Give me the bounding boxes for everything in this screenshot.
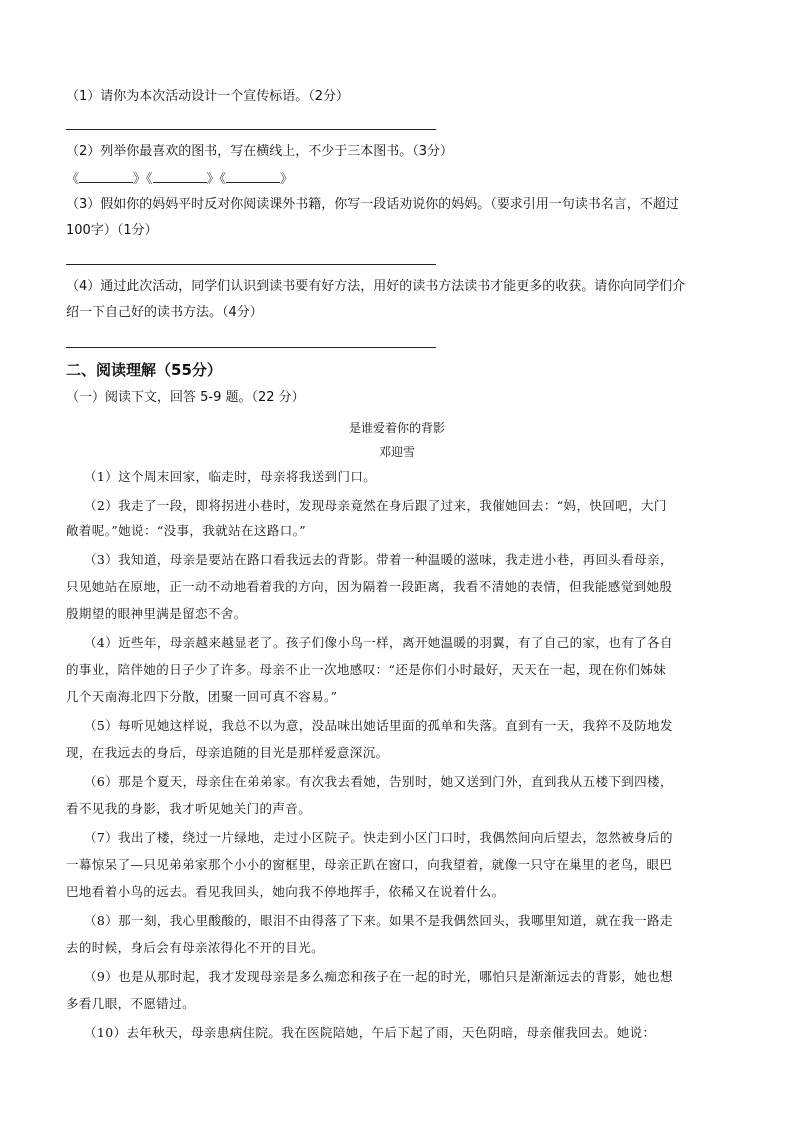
article-line: （3）我知道，母亲是要站在路口看我远去的背影。带着一种温暖的滋味，我走进小巷，再回头看母亲， — [84, 552, 673, 567]
article-line: 多看几眼，不愿错过。 — [66, 996, 196, 1011]
section-subheading: （一）阅读下文，回答 5-9 题。（22 分） — [66, 390, 305, 405]
question-3-line-1: （3）假如你的妈妈平时反对你阅读课外书籍，你写一段话劝说你的妈妈。（要求引用一句读书名言，不超过 — [66, 197, 679, 212]
bracket-open: 《 — [66, 172, 80, 187]
article-line: 一幕惊呆了—只见弟弟家那个小小的窗框里，母亲正趴在窗口，向我望着，就像一只守在巢里的老鸟，眼巴 — [66, 857, 673, 872]
bracket-mid-2: 》《 — [206, 172, 227, 187]
question-4-line-1: （4）通过此次活动，同学们认识到读书要有好方法，用好的读书方法读书才能更多的收获。请你向同学们介 — [66, 279, 686, 294]
article-line: （7）我出了楼，绕过一片绿地，走过小区院子。快走到小区门口时，我偶然间向后望去，忽然被身后的 — [84, 830, 673, 845]
article-line: （5）每听见她这样说，我总不以为意，没品味出她话里面的孤单和失落。直到有一天，我猝不及防地发 — [84, 718, 673, 733]
section-heading: 二、阅读理解（55分） — [66, 361, 222, 379]
book-blank-3[interactable] — [226, 170, 280, 183]
article-line: （8）那一刻，我心里酸酸的，眼泪不由得落了下来。如果不是我偶然回头，我哪里知道，就在我一路走 — [84, 913, 673, 928]
article-line: 的事业，陪伴她的日子少了许多。母亲不止一次地感叹：“还是你们小时最好，天天在一起，现在你们姊妹 — [66, 662, 667, 677]
article-line: 殷期望的眼神里满是留恋不舍。 — [66, 606, 247, 621]
bracket-close: 》 — [280, 172, 294, 187]
article-line: 看不见我的身影，我才听见她关门的声音。 — [66, 801, 312, 816]
article-author: 邓迎雪 — [378, 445, 415, 459]
question-4-line-2: 绍一下自己好的读书方法。（4分） — [66, 305, 263, 320]
article-line: （1）这个周末回家，临走时，母亲将我送到门口。 — [84, 469, 377, 484]
answer-line-4[interactable] — [66, 347, 436, 348]
article-line: （4）近些年，母亲越来越显老了。孩子们像小鸟一样，离开她温暖的羽翼，有了自己的家，也有了各自 — [84, 635, 673, 650]
article-line: （6）那是个夏天，母亲住在弟弟家。有次我去看她，告别时，她又送到门外，直到我从五楼下到四楼， — [84, 774, 673, 789]
answer-line-1[interactable] — [66, 129, 436, 130]
answer-line-3[interactable] — [66, 264, 436, 265]
article-line: （10）去年秋天，母亲患病住院。我在医院陪她，午后下起了雨，天色阴暗，母亲催我回去。她说： — [84, 1025, 656, 1040]
book-blank-1[interactable] — [79, 170, 133, 183]
question-1: （1）请你为本次活动设计一个宣传标语。（2分） — [66, 89, 350, 104]
article-line: 几个天南海北四下分散，团聚一回可真不容易。” — [66, 689, 338, 704]
article-line: 敞着呢。”她说：“没事，我就站在这路口。” — [66, 523, 307, 538]
article-line: 只见她站在原地，正一动不动地看着我的方向，因为隔着一段距离，我看不清她的表情，但我能感觉到她殷 — [66, 579, 673, 594]
article-title: 是谁爱着你的背影 — [348, 421, 445, 435]
question-2: （2）列举你最喜欢的图书，写在横线上，不少于三本图书。（3分） — [66, 144, 454, 159]
article-line: 现，在我远去的身后，母亲追随的目光是那样爱意深沉。 — [66, 745, 389, 760]
article-line: 去的时候，身后会有母亲浓得化不开的目光。 — [66, 940, 325, 955]
book-blank-2[interactable] — [153, 170, 207, 183]
book-blanks — [66, 170, 293, 189]
article-line: 巴地看着小鸟的远去。看见我回头，她向我不停地挥手，依稀又在说着什么。 — [66, 884, 505, 899]
question-3-line-2: 100字）（1分） — [66, 223, 158, 238]
bracket-mid-1: 》《 — [133, 172, 153, 187]
article-line: （2）我走了一段，即将拐进小巷时，发现母亲竟然在身后跟了过来，我催她回去：“妈，快回吧，大门 — [84, 498, 667, 513]
article-line: （9）也是从那时起，我才发现母亲是多么痴恋和孩子在一起的时光，哪怕只是渐渐远去的背影，她也想 — [84, 969, 673, 984]
